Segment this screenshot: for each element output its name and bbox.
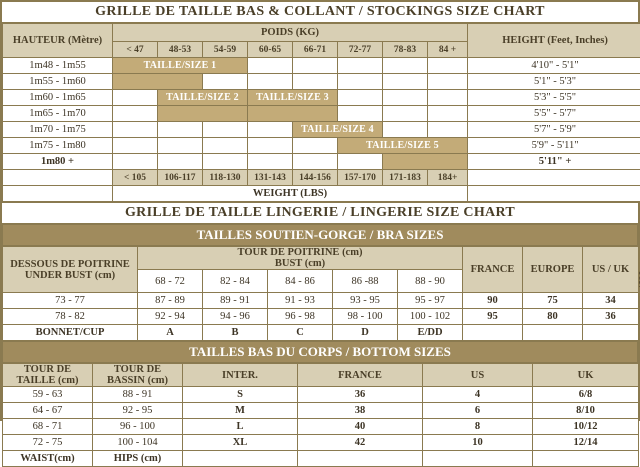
- bottom-us-header: US: [423, 364, 533, 387]
- empty-cell: [298, 451, 423, 467]
- size-block-5b: [383, 154, 468, 170]
- bra-bust-2-2: 96 - 98: [268, 309, 333, 325]
- stockings-title: GRILLE DE TAILLE BAS & COLLANT / STOCKINGS SIZE CHART: [2, 2, 638, 23]
- bra-bust-1-0: 87 - 89: [138, 293, 203, 309]
- empty-cell: [293, 74, 338, 90]
- empty-cell: [428, 90, 468, 106]
- table-row: [3, 293, 639, 309]
- table-row: [3, 435, 639, 451]
- empty-cell: [248, 74, 293, 90]
- bra-cup-1: B: [203, 325, 268, 341]
- bra-europe-header: EUROPE: [523, 247, 583, 293]
- weight-kg-2: 54-59: [203, 42, 248, 58]
- bra-cup-0: A: [138, 325, 203, 341]
- weight-lbs-5: 157-170: [338, 170, 383, 186]
- bottom-hips-2: 96 - 100: [93, 419, 183, 435]
- height-m-1: 1m55 - 1m60: [3, 74, 113, 90]
- bottom-waist-header-l2: TAILLE (cm): [3, 375, 92, 386]
- bottom-france-3: 42: [298, 435, 423, 451]
- bra-bust-2-1: 94 - 96: [203, 309, 268, 325]
- height-m-2: 1m60 - 1m65: [3, 90, 113, 106]
- empty-cell: [468, 186, 640, 202]
- bra-underbust-1: 73 - 77: [3, 293, 138, 309]
- bottom-us-1: 6: [423, 403, 533, 419]
- bottom-waist-0: 59 - 63: [3, 387, 93, 403]
- weight-kg-6: 78-83: [383, 42, 428, 58]
- bra-bust-0-2: 86 -88: [333, 270, 398, 293]
- empty-cell: [3, 170, 113, 186]
- bra-bust-1-1: 89 - 91: [203, 293, 268, 309]
- empty-cell: [583, 325, 639, 341]
- weight-lbs-7: 184+: [428, 170, 468, 186]
- empty-cell: [338, 154, 383, 170]
- empty-cell: [468, 170, 640, 186]
- bottom-footer-row: [3, 451, 639, 467]
- empty-cell: [113, 122, 158, 138]
- height-m-4: 1m70 - 1m75: [3, 122, 113, 138]
- height-m-6: 1m80 +: [3, 154, 113, 170]
- bra-bust-1-2: 91 - 93: [268, 293, 333, 309]
- weight-lbs-label: WEIGHT (LBS): [113, 186, 468, 202]
- bra-underbust-0: 68 - 72: [138, 270, 203, 293]
- table-row: [3, 154, 640, 170]
- bra-underbust-header-en: UNDER BUST (cm): [3, 270, 137, 281]
- table-row: [3, 387, 639, 403]
- empty-cell: [113, 138, 158, 154]
- height-m-5: 1m75 - 1m80: [3, 138, 113, 154]
- bottom-inter-header: INTER.: [183, 364, 298, 387]
- bottom-us-2: 8: [423, 419, 533, 435]
- empty-cell: [428, 122, 468, 138]
- bra-usuk-1: 34: [583, 293, 639, 309]
- stockings-title-table: [2, 2, 638, 23]
- bottom-hips-1: 92 - 95: [93, 403, 183, 419]
- empty-cell: [113, 90, 158, 106]
- height-m-0: 1m48 - 1m55: [3, 58, 113, 74]
- weight-lbs-2: 118-130: [203, 170, 248, 186]
- bottom-inter-1: M: [183, 403, 298, 419]
- bra-france-header: FRANCE: [463, 247, 523, 293]
- bottom-hips-0: 88 - 91: [93, 387, 183, 403]
- empty-cell: [383, 74, 428, 90]
- weight-lbs-1: 106-117: [158, 170, 203, 186]
- bottom-france-2: 40: [298, 419, 423, 435]
- bra-bust-2-0: 92 - 94: [138, 309, 203, 325]
- bra-cup-row: [3, 325, 639, 341]
- table-row: [3, 74, 640, 90]
- empty-cell: [383, 106, 428, 122]
- height-m-3: 1m65 - 1m70: [3, 106, 113, 122]
- bra-underbust-2: 78 - 82: [3, 309, 138, 325]
- empty-cell: [203, 154, 248, 170]
- lingerie-title: GRILLE DE TAILLE LINGERIE / LINGERIE SIZE CHART: [2, 203, 638, 224]
- bottom-france-header: FRANCE: [298, 364, 423, 387]
- height-ft-4: 5'7" - 5'9": [468, 122, 640, 138]
- bottom-us-0: 4: [423, 387, 533, 403]
- bra-europe-1: 75: [523, 293, 583, 309]
- bottom-waist-footer: WAIST(cm): [3, 451, 93, 467]
- weight-kg-5: 72-77: [338, 42, 383, 58]
- empty-cell: [428, 74, 468, 90]
- empty-cell: [248, 58, 293, 74]
- empty-cell: [423, 451, 533, 467]
- bra-usuk-header: US / UK: [583, 247, 639, 293]
- empty-cell: [338, 90, 383, 106]
- empty-cell: [293, 58, 338, 74]
- empty-cell: [248, 154, 293, 170]
- bottom-inter-2: L: [183, 419, 298, 435]
- bra-underbust-header-fr: DESSOUS DE POITRINE: [3, 259, 137, 270]
- height-ft-1: 5'1" - 5'3": [468, 74, 640, 90]
- empty-cell: [248, 122, 293, 138]
- bottom-waist-1: 64 - 67: [3, 403, 93, 419]
- bottom-hips-3: 100 - 104: [93, 435, 183, 451]
- empty-cell: [293, 154, 338, 170]
- bra-usuk-2: 36: [583, 309, 639, 325]
- empty-cell: [338, 106, 383, 122]
- empty-cell: [203, 74, 248, 90]
- table-row: [3, 403, 639, 419]
- table-row: [3, 58, 640, 74]
- weight-lbs-0: < 105: [113, 170, 158, 186]
- table-row: [3, 309, 639, 325]
- bra-bust-header-fr: TOUR DE POITRINE (cm): [138, 247, 462, 258]
- bra-cup-4: E/DD: [398, 325, 463, 341]
- empty-cell: [3, 186, 113, 202]
- empty-cell: [203, 122, 248, 138]
- size-block-1b: [113, 74, 203, 90]
- bra-bust-0-3: 88 - 90: [398, 270, 463, 293]
- size-block-5: TAILLE/SIZE 5: [338, 138, 468, 154]
- size-block-4: TAILLE/SIZE 4: [293, 122, 383, 138]
- size-block-3: TAILLE/SIZE 3: [248, 90, 338, 106]
- weight-kg-0: < 47: [113, 42, 158, 58]
- empty-cell: [113, 106, 158, 122]
- empty-cell: [248, 138, 293, 154]
- bottom-france-1: 38: [298, 403, 423, 419]
- bra-table: [2, 246, 639, 341]
- bra-bust-2-4: 100 - 102: [398, 309, 463, 325]
- empty-cell: [113, 154, 158, 170]
- bra-bust-header-en: BUST (cm): [138, 258, 462, 269]
- bottom-uk-header: UK: [533, 364, 639, 387]
- table-row: [3, 122, 640, 138]
- bra-france-2: 95: [463, 309, 523, 325]
- empty-cell: [523, 325, 583, 341]
- bra-bust-1-3: 93 - 95: [333, 293, 398, 309]
- height-ft-5: 5'9" - 5'11": [468, 138, 640, 154]
- bottom-inter-3: XL: [183, 435, 298, 451]
- height-ft-3: 5'5" - 5'7": [468, 106, 640, 122]
- bottom-hips-header-l1: TOUR DE: [93, 364, 182, 375]
- weight-lbs-4: 144-156: [293, 170, 338, 186]
- stockings-table: [2, 23, 640, 202]
- bottom-waist-header: [3, 364, 93, 387]
- lingerie-title-table: [2, 202, 638, 224]
- bottom-hips-footer: HIPS (cm): [93, 451, 183, 467]
- bottom-uk-3: 12/14: [533, 435, 639, 451]
- size-block-3b: [248, 106, 338, 122]
- height-ft-2: 5'3" - 5'5": [468, 90, 640, 106]
- bra-section-band: TAILLES SOUTIEN-GORGE / BRA SIZES: [3, 225, 638, 246]
- bottom-uk-2: 10/12: [533, 419, 639, 435]
- bottom-hips-header: [93, 364, 183, 387]
- bottom-hips-header-l2: BASSIN (cm): [93, 375, 182, 386]
- bottom-uk-0: 6/8: [533, 387, 639, 403]
- weight-kg-3: 60-65: [248, 42, 293, 58]
- bottom-waist-header-l1: TOUR DE: [3, 364, 92, 375]
- empty-cell: [383, 122, 428, 138]
- bottom-waist-3: 72 - 75: [3, 435, 93, 451]
- table-row: [3, 138, 640, 154]
- empty-cell: [293, 138, 338, 154]
- empty-cell: [158, 138, 203, 154]
- bra-cup-2: C: [268, 325, 333, 341]
- bra-bust-header: [138, 247, 463, 270]
- stockings-weight-lbs-label-row: [3, 186, 640, 202]
- bottom-france-0: 36: [298, 387, 423, 403]
- empty-cell: [383, 90, 428, 106]
- bra-bust-2-3: 98 - 100: [333, 309, 398, 325]
- empty-cell: [338, 58, 383, 74]
- weight-kg-4: 66-71: [293, 42, 338, 58]
- weight-lbs-3: 131-143: [248, 170, 293, 186]
- bra-cup-label: BONNET/CUP: [3, 325, 138, 341]
- weight-kg-7: 84 +: [428, 42, 468, 58]
- empty-cell: [158, 154, 203, 170]
- stockings-weight-lbs-row: [3, 170, 640, 186]
- stockings-height-fr-header: HAUTEUR (Mètre): [3, 24, 113, 58]
- bottom-table: [2, 363, 639, 467]
- empty-cell: [428, 58, 468, 74]
- height-ft-6: 5'11" +: [468, 154, 640, 170]
- bra-cup-3: D: [333, 325, 398, 341]
- bra-bust-0-1: 84 - 86: [268, 270, 333, 293]
- empty-cell: [383, 58, 428, 74]
- empty-cell: [338, 74, 383, 90]
- bra-france-1: 90: [463, 293, 523, 309]
- bra-bust-0-0: 82 - 84: [203, 270, 268, 293]
- size-block-2: TAILLE/SIZE 2: [158, 90, 248, 106]
- weight-kg-1: 48-53: [158, 42, 203, 58]
- empty-cell: [158, 122, 203, 138]
- empty-cell: [183, 451, 298, 467]
- bottom-section-band: TAILLES BAS DU CORPS / BOTTOM SIZES: [3, 342, 638, 363]
- weight-lbs-6: 171-183: [383, 170, 428, 186]
- stockings-weight-kg-header: POIDS (KG): [113, 24, 468, 42]
- height-ft-0: 4'10" - 5'1": [468, 58, 640, 74]
- bra-europe-2: 80: [523, 309, 583, 325]
- size-block-2b: [158, 106, 248, 122]
- size-block-1: TAILLE/SIZE 1: [113, 58, 248, 74]
- bottom-inter-0: S: [183, 387, 298, 403]
- stockings-height-imp-header: HEIGHT (Feet, Inches): [468, 24, 640, 58]
- bottom-uk-1: 8/10: [533, 403, 639, 419]
- empty-cell: [203, 138, 248, 154]
- bra-bust-1-4: 95 - 97: [398, 293, 463, 309]
- bottom-band-table: [2, 341, 638, 363]
- empty-cell: [463, 325, 523, 341]
- empty-cell: [533, 451, 639, 467]
- bra-band-table: [2, 224, 638, 246]
- empty-cell: [428, 106, 468, 122]
- table-row: [3, 90, 640, 106]
- bottom-waist-2: 68 - 71: [3, 419, 93, 435]
- bra-underbust-header: [3, 247, 138, 293]
- table-row: [3, 106, 640, 122]
- bottom-us-3: 10: [423, 435, 533, 451]
